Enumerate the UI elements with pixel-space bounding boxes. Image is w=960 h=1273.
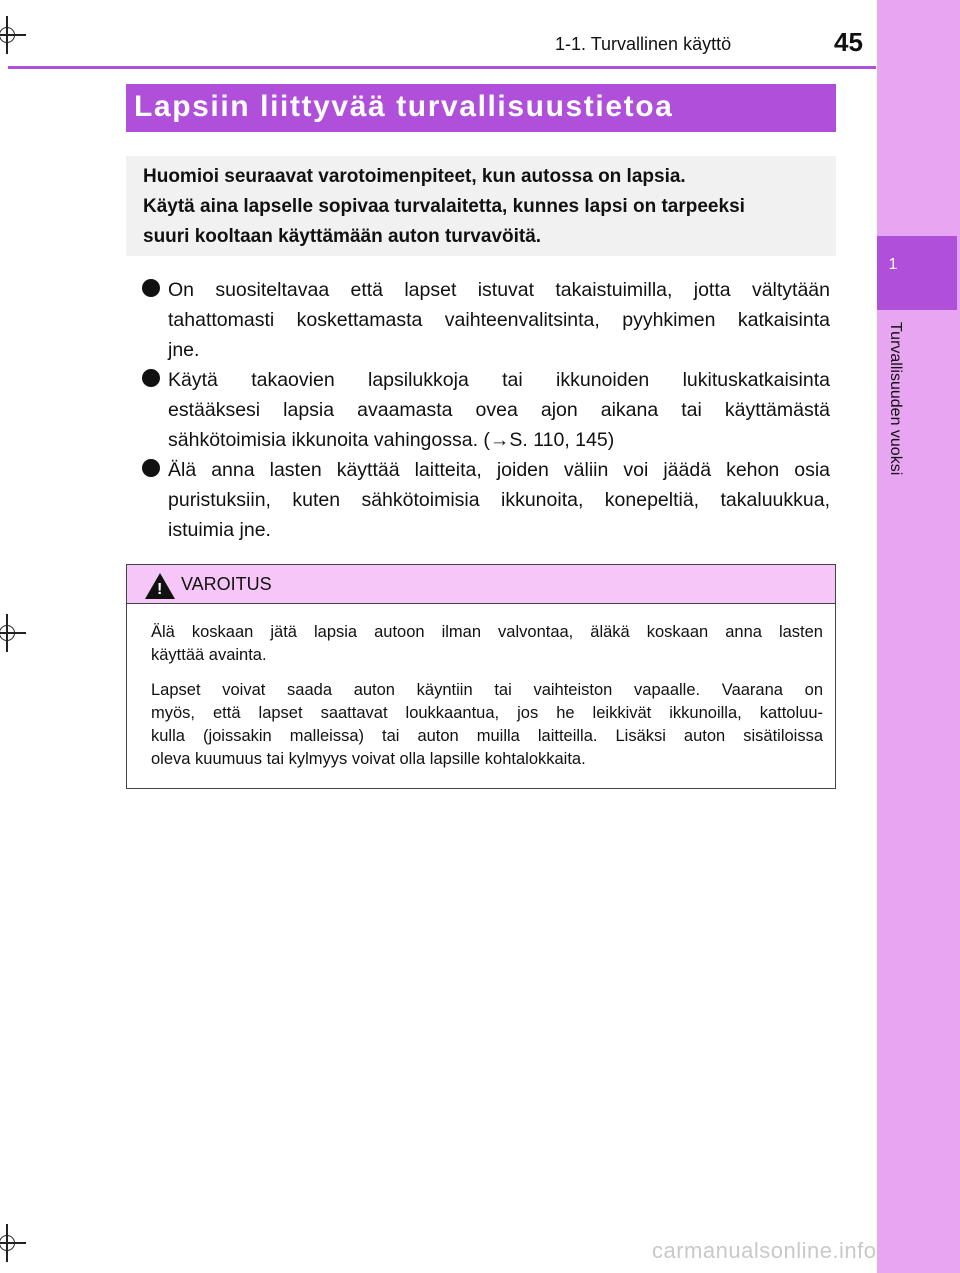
warning-header xyxy=(127,565,835,604)
list-item xyxy=(142,275,830,365)
list-item xyxy=(142,365,830,455)
list-item xyxy=(142,455,830,545)
bullet-icon xyxy=(142,369,160,387)
warning-paragraph xyxy=(151,679,823,771)
bullet-list xyxy=(142,275,830,545)
intro-box xyxy=(126,156,836,256)
bullet-line: estääksesi lapsia avaamasta ovea ajon aikana tai käyttämästä xyxy=(168,399,830,421)
warning-body xyxy=(151,621,823,783)
bullet-line: On suositeltavaa että lapset istuvat takaistuimilla, jotta vältytään xyxy=(168,279,830,301)
bullet-icon xyxy=(142,459,160,477)
warning-line: oleva kuumuus tai kylmyys voivat olla lapsille kohtalokkaita. xyxy=(151,750,586,768)
warning-triangle-icon: ! xyxy=(145,573,175,599)
crop-mark-bottom-left xyxy=(0,1232,18,1254)
intro-line: Käytä aina lapselle sopivaa turvalaitetta, kunnes lapsi on tarpeeksi xyxy=(143,196,745,217)
warning-line: myös, että lapset saattavat loukkaantua, jos he leikkivät ikkunoilla, kattoluu- xyxy=(151,704,823,722)
bullet-line: sähkötoimisia ikkunoita vahingossa. (→S. 110, 145) xyxy=(168,429,615,451)
warning-label: VAROITUS xyxy=(181,574,272,594)
bullet-line: puristuksiin, kuten sähkötoimisia ikkunoita, konepeltiä, takaluukkua, xyxy=(168,489,830,511)
warning-line: kulla (joissakin malleissa) tai auton muilla laitteilla. Lisäksi auton sisätiloissa xyxy=(151,727,823,745)
bullet-line: Käytä takaovien lapsilukkoja tai ikkunoiden lukituskatkaisinta xyxy=(168,369,830,391)
warning-box xyxy=(126,564,836,789)
page-title: Lapsiin liittyvää turvallisuustietoa xyxy=(134,90,674,123)
chapter-title: Turvallisuuden vuoksi xyxy=(887,322,904,476)
warning-line: Lapset voivat saada auton käyntiin tai vaihteiston vapaalle. Vaarana on xyxy=(151,681,823,699)
warning-line: Älä koskaan jätä lapsia autoon ilman valvontaa, äläkä koskaan anna lasten xyxy=(151,623,823,641)
bullet-line: jne. xyxy=(168,339,200,361)
warning-paragraph xyxy=(151,621,823,667)
chapter-sidebar xyxy=(877,0,960,1273)
bullet-icon xyxy=(142,279,160,297)
title-banner xyxy=(126,84,836,132)
intro-line: Huomioi seuraavat varotoimenpiteet, kun autossa on lapsia. xyxy=(143,166,686,187)
header-divider xyxy=(8,66,876,69)
chapter-number: 1 xyxy=(888,256,898,273)
bullet-line: Älä anna lasten käyttää laitteita, joiden väliin voi jäädä kehon osia xyxy=(168,459,830,481)
crop-mark-top-left xyxy=(0,24,18,46)
section-heading: 1-1. Turvallinen käyttö xyxy=(555,34,732,54)
bullet-line: tahattomasti koskettamasta vaihteenvalitsinta, pyyhkimen katkaisinta xyxy=(168,309,830,331)
warning-line: käyttää avainta. xyxy=(151,646,267,664)
intro-line: suuri kooltaan käyttämään auton turvavöitä. xyxy=(143,226,542,247)
watermark: carmanualsonline.info xyxy=(652,1238,877,1263)
page-number: 45 xyxy=(834,27,863,57)
crop-mark-mid-left xyxy=(0,622,18,644)
bullet-line: istuimia jne. xyxy=(168,519,271,541)
